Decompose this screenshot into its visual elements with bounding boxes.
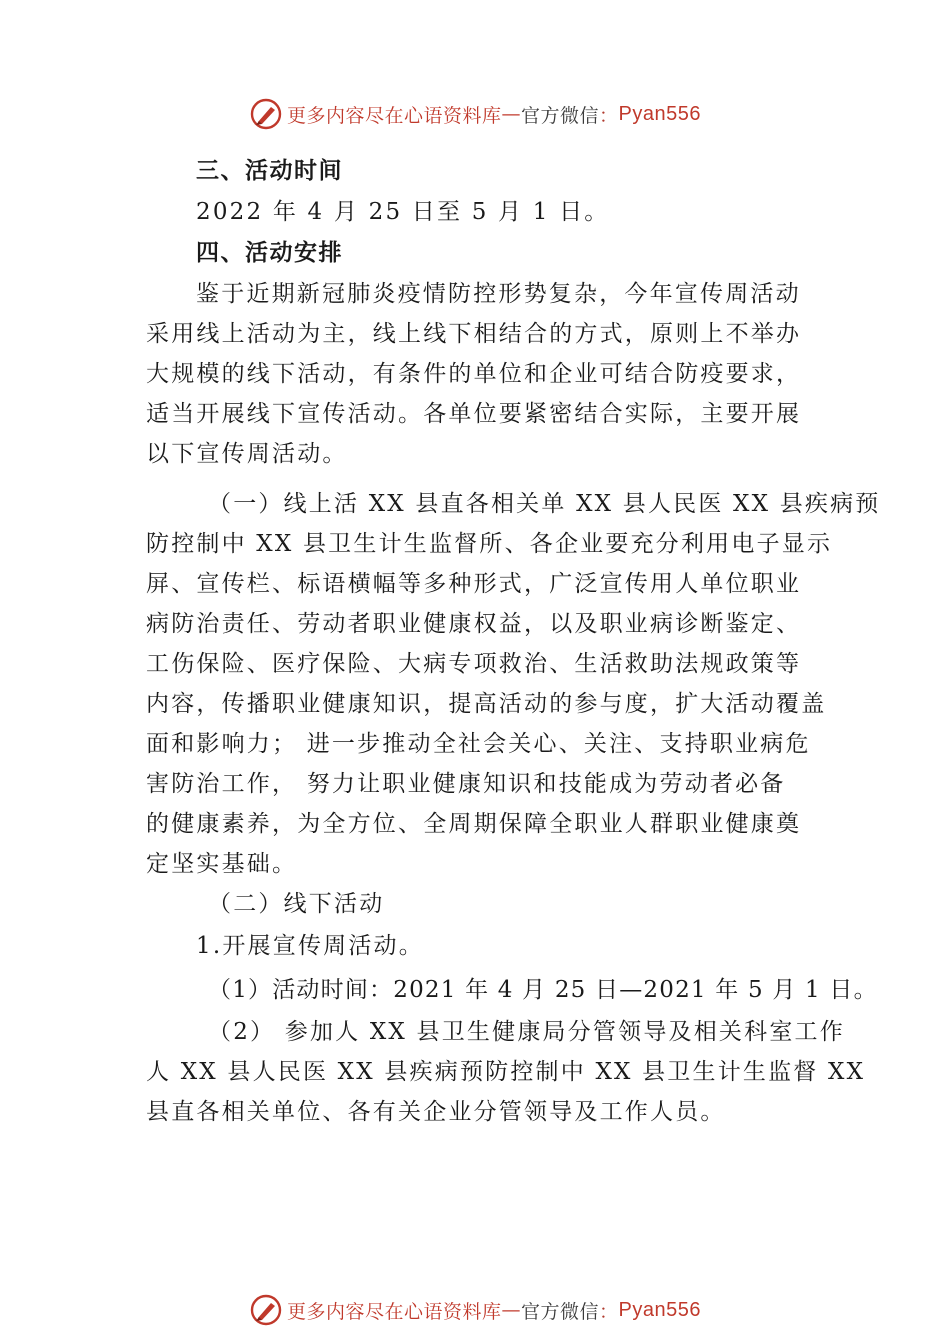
item-1-2 bbox=[146, 1012, 866, 1132]
banner-colon: ： bbox=[599, 1300, 619, 1323]
item-1-1: （1）活动时间：2021 年 4 月 25 日—2021 年 5 月 1 日。 bbox=[208, 977, 878, 1003]
paragraph-line: 的健康素养，为全方位、全周期保障全职业人群职业健康奠 bbox=[146, 811, 802, 837]
paragraph-line: 人 XX 县人民医 XX 县疾病预防控制中 XX 县卫生计生监督 XX bbox=[146, 1059, 866, 1085]
paragraph-line: （一）线上活 XX 县直各相关单 XX 县人民医 XX 县疾病预 bbox=[208, 491, 881, 517]
paragraph-line: 屏、宣传栏、标语横幅等多种形式，广泛宣传用人单位职业 bbox=[146, 571, 802, 597]
banner-wechat-label: 官方微信 bbox=[521, 104, 600, 127]
paragraph-line: 采用线上活动为主，线上线下相结合的方式，原则上不举办 bbox=[146, 321, 802, 347]
paragraph-line: 内容，传播职业健康知识，提高活动的参与度，扩大活动覆盖 bbox=[146, 691, 827, 717]
banner-colon: ： bbox=[599, 104, 619, 127]
banner-wechat-label: 官方微信 bbox=[521, 1300, 600, 1323]
banner-brand: 更多内容尽在心语资料库 bbox=[286, 104, 502, 127]
paragraph-line: 面和影响力； 进一步推动全社会关心、关注、支持职业病危 bbox=[146, 731, 811, 757]
paragraph-line: 病防治责任、劳动者职业健康权益，以及职业病诊断鉴定、 bbox=[146, 611, 802, 637]
banner-separator: — bbox=[501, 103, 521, 125]
paragraph-line: 防控制中 XX 县卫生计生监督所、各企业要充分利用电子显示 bbox=[146, 531, 833, 557]
paragraph-line: 县直各相关单位、各有关企业分管领导及工作人员。 bbox=[146, 1099, 726, 1125]
item-1: 1.开展宣传周活动。 bbox=[196, 933, 424, 959]
banner-account: Pyan556 bbox=[618, 102, 701, 125]
paragraph-line: （2） 参加人 XX 县卫生健康局分管领导及相关科室工作 bbox=[208, 1019, 845, 1045]
paragraph-line: 工伤保险、医疗保险、大病专项救治、生活救助法规政策等 bbox=[146, 651, 802, 677]
paragraph-1 bbox=[146, 274, 822, 474]
subsection-2-heading: （二）线下活动 bbox=[208, 891, 385, 917]
paragraph-line: 适当开展线下宣传活动。各单位要紧密结合实际，主要开展 bbox=[146, 401, 802, 427]
paragraph-line: 以下宣传周活动。 bbox=[146, 441, 348, 467]
section-3-heading: 三、活动时间 bbox=[196, 158, 343, 184]
paragraph-2 bbox=[146, 484, 881, 884]
pen-circle-logo-icon bbox=[249, 1293, 283, 1327]
paragraph-line: 大规模的线下活动，有条件的单位和企业可结合防疫要求， bbox=[146, 361, 802, 387]
banner-brand: 更多内容尽在心语资料库 bbox=[286, 1300, 502, 1323]
section-4-heading: 四、活动安排 bbox=[196, 240, 343, 266]
section-3-text: 2022 年 4 月 25 日至 5 月 1 日。 bbox=[196, 199, 610, 225]
banner-separator: — bbox=[501, 1299, 521, 1321]
footer-banner bbox=[0, 1292, 950, 1328]
paragraph-line: 鉴于近期新冠肺炎疫情防控形势复杂，今年宣传周活动 bbox=[196, 281, 801, 307]
banner-account: Pyan556 bbox=[618, 1298, 701, 1321]
paragraph-line: 定坚实基础。 bbox=[146, 851, 298, 877]
pen-circle-logo-icon bbox=[249, 97, 283, 131]
header-banner bbox=[0, 96, 950, 132]
paragraph-line: 害防治工作， 努力让职业健康知识和技能成为劳动者必备 bbox=[146, 771, 786, 797]
document-body bbox=[146, 150, 881, 1132]
